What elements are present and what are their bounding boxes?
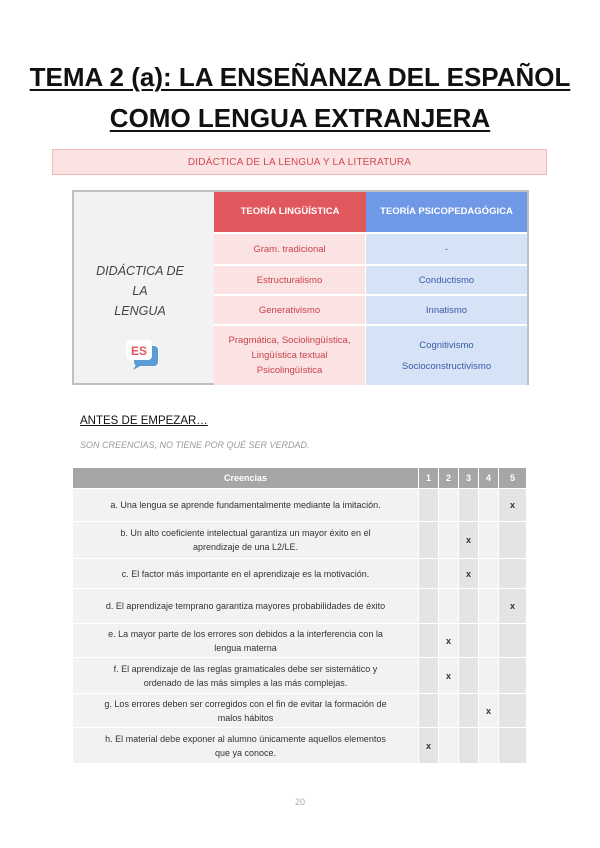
rating-cell-1 [419,728,439,764]
rating-cell-2 [439,489,459,522]
belief-row [73,522,527,559]
theory-cell-line: Estructuralismo [256,274,323,286]
linguistic-theory-cell [214,232,366,264]
belief-statement [73,694,419,728]
theory-cell-line: Socioconstructivismo [401,360,492,372]
rating-cell-5 [499,589,527,624]
linguistic-theory-cell [214,324,366,385]
belief-line: e. La mayor parte de los errores son debidos a la interferencia con la [108,628,383,639]
header-linguistic-theory: TEORÍA LINGÜÍSTICA [214,192,366,232]
rating-cell-3 [459,728,479,764]
belief-row [73,728,527,764]
section-note: SON CREENCIAS, NO TIENE POR QUÉ SER VERDAD. [80,440,310,450]
rating-cell-3 [459,489,479,522]
belief-row [73,624,527,658]
theory-cell-line: Conductismo [418,274,475,286]
rating-mark: x [465,568,471,579]
theory-cell-line: Lingüística textual [251,350,328,361]
belief-line: h. El material debe exponer al alumno únicamente aquellos elementos [105,733,386,744]
belief-row [73,489,527,522]
rating-cell-5 [499,658,527,694]
psycho-theory-cell [366,294,527,324]
rating-cell-1 [419,624,439,658]
es-speech-bubble-icon [124,340,164,370]
rating-cell-3 [459,658,479,694]
rating-cell-3 [459,624,479,658]
belief-line: d. El aprendizaje temprano garantiza mayores probabilidades de éxito [105,601,386,611]
psycho-theory-cell [366,324,527,385]
rating-cell-2 [439,694,459,728]
belief-line: f. El aprendizaje de las reglas gramaticales debe ser sistemático y [113,663,378,674]
rating-cell-3 [459,589,479,624]
belief-line: b. Un alto coeficiente intelectual garantiza un mayor éxito en el [120,528,371,538]
belief-statement [73,658,419,694]
rating-cell-2 [439,624,459,658]
panel-label-line-2: LENGUA [114,304,166,318]
belief-row [73,694,527,728]
rating-cell-3 [459,559,479,589]
rating-cell-1 [419,522,439,559]
scale-header-2: 2 [439,468,459,489]
rating-cell-2 [439,658,459,694]
rating-cell-1 [419,694,439,728]
panel-label-line-1: DIDÁCTICA DE LA [96,264,184,298]
scale-header-3: 3 [459,468,479,489]
rating-cell-4 [479,624,499,658]
scale-header-1: 1 [419,468,439,489]
rating-cell-4 [479,559,499,589]
rating-mark: x [465,535,471,545]
belief-row [73,658,527,694]
rating-cell-3 [459,522,479,559]
belief-statement [73,589,419,624]
rating-cell-4 [479,522,499,559]
header-psychopedagogical-theory: TEORÍA PSICOPEDAGÓGICA [366,192,527,232]
belief-statement [73,559,419,589]
belief-line: lengua materna [214,642,277,653]
beliefs-header: Creencias [73,468,419,489]
rating-cell-3 [459,694,479,728]
es-icon-text: ES [130,344,148,358]
beliefs-header-row [73,468,527,489]
rating-cell-2 [439,589,459,624]
psycho-theory-cell [366,264,527,294]
section-heading: ANTES DE EMPEZAR… [80,415,208,427]
rating-cell-4 [479,728,499,764]
subject-banner: DIDÁCTICA DE LA LENGUA Y LA LITERATURA [52,149,547,175]
rating-cell-5 [499,559,527,589]
rating-mark: x [485,705,491,716]
rating-cell-1 [419,559,439,589]
belief-line: ordenado de las más simples a las más complejas. [143,677,348,688]
rating-cell-4 [479,658,499,694]
scale-header-5: 5 [499,468,527,489]
rating-cell-5 [499,489,527,522]
rating-mark: x [445,670,451,681]
belief-line: c. El factor más importante en el aprendizaje es la motivación. [121,568,370,579]
page-title-line-2: COMO LENGUA EXTRANJERA [109,103,491,133]
theory-cell-line: Psicolingüística [256,365,323,376]
theory-cell-line: - [444,243,449,255]
belief-row [73,559,527,589]
linguistic-theory-cell [214,294,366,324]
belief-statement [73,522,419,559]
rating-cell-4 [479,589,499,624]
theory-cell-line: Cognitivismo [419,339,474,351]
belief-line: aprendizaje de una L2/LE. [192,542,299,552]
belief-statement [73,728,419,764]
rating-cell-5 [499,694,527,728]
page-title-line-1: TEMA 2 (a): LA ENSEÑANZA DEL ESPAÑOL [29,62,571,92]
belief-line: a. Una lengua se aprende fundamentalmente mediante la imitación. [110,500,381,510]
panel-label [88,261,192,321]
belief-row [73,589,527,624]
theory-cell-line: Gram. tradicional [253,243,326,255]
linguistic-theory-cell [214,264,366,294]
rating-cell-2 [439,728,459,764]
page-number: 20 [294,797,305,807]
rating-mark: x [509,601,515,611]
rating-mark: x [509,500,515,510]
rating-mark: x [445,635,451,646]
belief-statement [73,624,419,658]
rating-cell-2 [439,522,459,559]
theory-cell-line: Generativismo [258,304,321,316]
belief-line: que ya conoce. [214,747,277,758]
rating-cell-4 [479,489,499,522]
belief-line: malos hábitos [217,712,274,723]
rating-cell-1 [419,658,439,694]
rating-cell-5 [499,522,527,559]
theory-cell-line: Pragmática, Sociolingüística, [228,335,351,346]
rating-cell-5 [499,624,527,658]
belief-line: g. Los errores deben ser corregidos con el fin de evitar la formación de [104,698,387,709]
rating-cell-1 [419,489,439,522]
rating-cell-1 [419,589,439,624]
scale-header-4: 4 [479,468,499,489]
rating-cell-4 [479,694,499,728]
rating-mark: x [425,740,431,751]
belief-statement [73,489,419,522]
theory-cell-line: Innatismo [425,304,468,316]
psycho-theory-cell [366,232,527,264]
rating-cell-5 [499,728,527,764]
beliefs-table [72,467,527,764]
rating-cell-2 [439,559,459,589]
